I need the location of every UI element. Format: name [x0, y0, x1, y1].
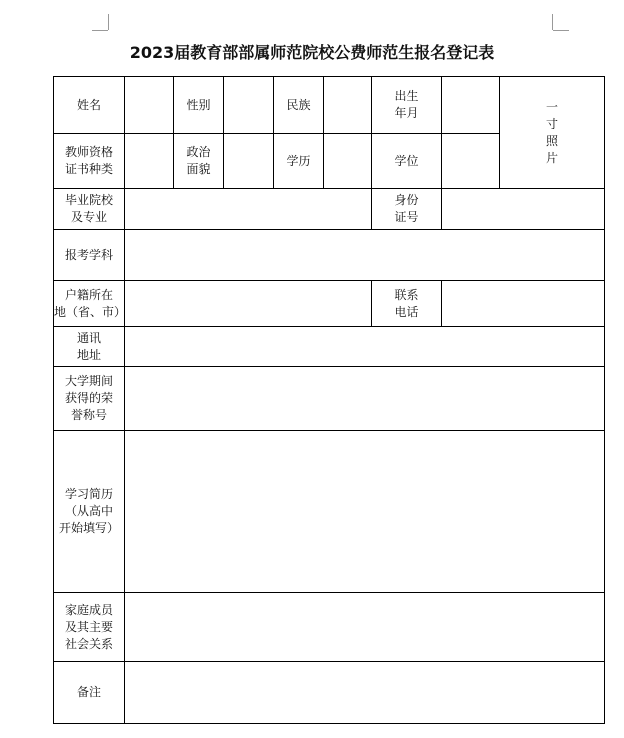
label-honors	[54, 367, 125, 431]
label-politics-text: 政治 面貌	[186, 145, 211, 176]
label-education: 学历	[274, 134, 324, 189]
form-title: 2023届教育部部属师范院校公费师范生报名登记表	[129, 43, 495, 62]
table-row	[54, 281, 605, 327]
label-politics	[174, 134, 224, 189]
field-degree[interactable]	[442, 134, 500, 189]
registration-form-table	[53, 76, 605, 724]
label-gender: 性别	[174, 77, 224, 134]
table-row	[54, 189, 605, 230]
field-education[interactable]	[324, 134, 372, 189]
field-cert-type[interactable]	[125, 134, 174, 189]
label-name: 姓名	[54, 77, 125, 134]
label-school-major	[54, 189, 125, 230]
label-remarks: 备注	[54, 662, 125, 724]
field-gender[interactable]	[224, 77, 274, 134]
table-row	[54, 662, 605, 724]
label-birth-text: 出生 年月	[394, 89, 419, 120]
table-row	[54, 77, 605, 134]
field-study-history[interactable]	[125, 431, 605, 593]
label-cert-type	[54, 134, 125, 189]
field-remarks[interactable]	[125, 662, 605, 724]
table-row	[54, 593, 605, 662]
label-subject: 报考学科	[54, 230, 125, 281]
field-address[interactable]	[125, 327, 605, 367]
label-study-history-text: 学习简历 （从高中 开始填写）	[58, 487, 119, 535]
label-birth	[372, 77, 442, 134]
field-subject[interactable]	[125, 230, 605, 281]
label-degree: 学位	[372, 134, 442, 189]
photo-label: 一寸照片	[545, 99, 558, 165]
field-family[interactable]	[125, 593, 605, 662]
field-household[interactable]	[125, 281, 372, 327]
label-family-text: 家庭成员 及其主要 社会关系	[64, 602, 113, 651]
field-honors[interactable]	[125, 367, 605, 431]
label-phone-text: 联系 电话	[394, 287, 419, 319]
label-study-history	[54, 431, 125, 593]
table-row	[54, 431, 605, 593]
label-address-text: 通讯 地址	[76, 330, 101, 362]
field-school-major[interactable]	[125, 189, 372, 230]
photo-box[interactable]	[500, 77, 605, 189]
table-row	[54, 367, 605, 431]
label-address	[54, 327, 125, 367]
label-household-text: 户籍所在 地（省、市）	[54, 287, 127, 319]
field-politics[interactable]	[224, 134, 274, 189]
label-school-major-text: 毕业院校 及专业	[64, 193, 113, 224]
label-id-number-text: 身份 证号	[394, 193, 419, 224]
label-phone	[372, 281, 442, 327]
field-ethnicity[interactable]	[324, 77, 372, 134]
label-cert-type-text: 教师资格 证书种类	[64, 145, 113, 176]
table-row	[54, 230, 605, 281]
field-birth[interactable]	[442, 77, 500, 134]
label-id-number	[372, 189, 442, 230]
field-phone[interactable]	[442, 281, 605, 327]
table-row	[54, 327, 605, 367]
label-household	[54, 281, 125, 327]
label-honors-text: 大学期间 获得的荣 誉称号	[64, 374, 113, 422]
field-name[interactable]	[125, 77, 174, 134]
field-id-number[interactable]	[442, 189, 605, 230]
label-family	[54, 593, 125, 662]
label-ethnicity: 民族	[274, 77, 324, 134]
